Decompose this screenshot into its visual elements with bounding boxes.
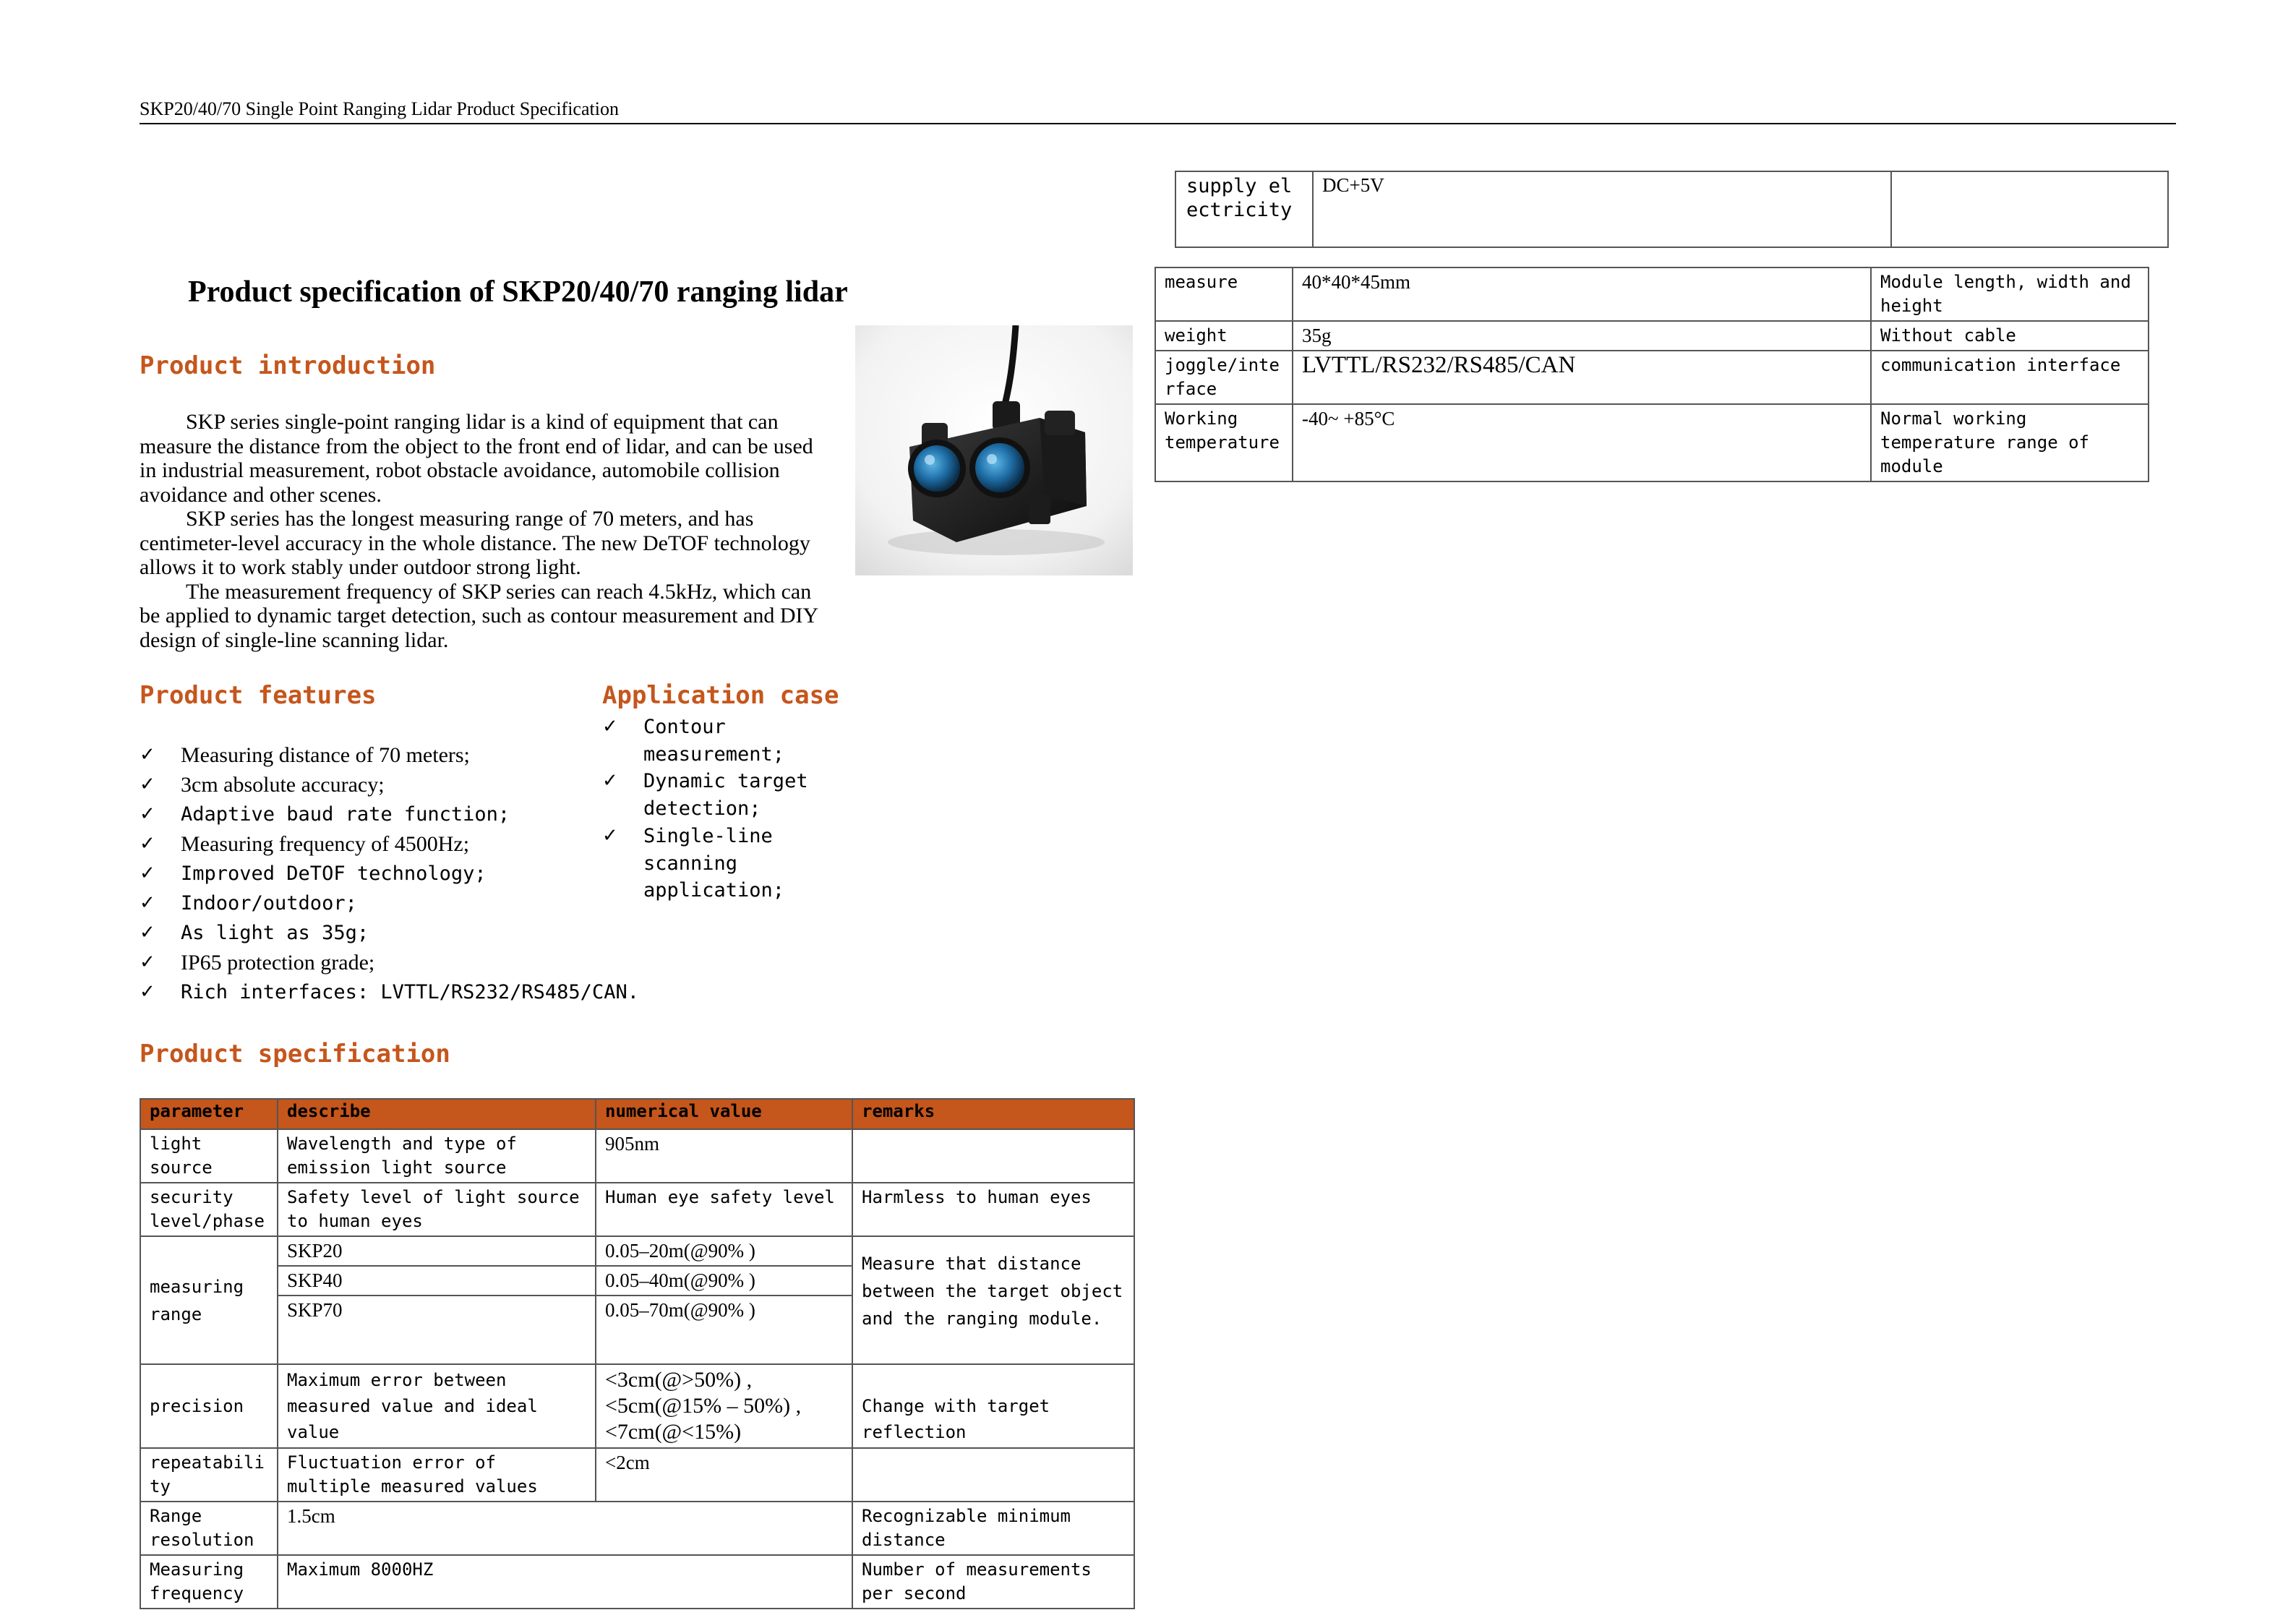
checkmark-icon: ✓ xyxy=(140,892,155,914)
checkmark-icon: ✓ xyxy=(140,951,155,973)
applications-heading: Application case xyxy=(602,681,839,710)
remarks-cell: Harmless to human eyes xyxy=(852,1183,1134,1236)
applications-box xyxy=(602,714,841,912)
parameter-cell: Range resolution xyxy=(140,1502,278,1555)
feature-item: ✓ 3cm absolute accuracy; xyxy=(140,770,689,800)
parameter-cell: repeatability xyxy=(140,1448,278,1502)
running-header: SKP20/40/70 Single Point Ranging Lidar Product Specification xyxy=(140,98,619,119)
value-cell: 905nm xyxy=(596,1129,852,1183)
mechanical-table xyxy=(1155,267,2149,482)
parameter-cell: Measuring frequency xyxy=(140,1555,278,1609)
table-row xyxy=(140,1448,1134,1502)
precision-value: <7cm(@<15%) xyxy=(605,1420,742,1444)
checkmark-icon: ✓ xyxy=(140,744,155,766)
checkmark-icon: ✓ xyxy=(140,803,155,825)
table-row xyxy=(140,1502,1134,1555)
features-heading: Product features xyxy=(140,681,377,710)
checkmark-icon: ✓ xyxy=(602,770,618,792)
parameter-cell: joggle/interface xyxy=(1155,351,1293,404)
value-cell: Human eye safety level xyxy=(596,1183,852,1236)
checkmark-icon: ✓ xyxy=(140,833,155,855)
column-header: parameter xyxy=(140,1099,278,1129)
remarks-cell: Change with target reflection xyxy=(852,1364,1134,1448)
parameter-cell: measure xyxy=(1155,267,1293,321)
remarks-cell xyxy=(852,1448,1134,1502)
checkmark-icon: ✓ xyxy=(140,862,155,884)
remarks-cell: Module length, width and height xyxy=(1871,267,2149,321)
column-header: numerical value xyxy=(596,1099,852,1129)
supply-table xyxy=(1175,171,2169,248)
value-cell: Maximum 8000HZ xyxy=(278,1555,852,1609)
feature-item: ✓ IP65 protection grade; xyxy=(140,948,689,977)
remarks-cell: Normal working temperature range of module xyxy=(1871,404,2149,481)
parameter-cell: light source xyxy=(140,1129,278,1183)
table-row xyxy=(140,1129,1134,1183)
model-cell: SKP40 xyxy=(278,1266,596,1296)
value-cell: 1.5cm xyxy=(278,1502,852,1555)
table-row xyxy=(140,1183,1134,1236)
describe-cell: Maximum error between measured value and ideal value xyxy=(278,1364,596,1448)
checkmark-icon: ✓ xyxy=(140,774,155,795)
describe-cell: Safety level of light source to human eyes xyxy=(278,1183,596,1236)
feature-item: ✓ Measuring distance of 70 meters; xyxy=(140,740,689,770)
value-cell: 0.05–70m(@90% ) xyxy=(596,1296,852,1324)
parameter-cell: Working temperature xyxy=(1155,404,1293,481)
table-row xyxy=(140,1364,1134,1448)
intro-paragraph: The measurement frequency of SKP series can reach 4.5kHz, which can be applied to dynamic target detection, such as contour measurement and DIY design of single-line scanning lidar. xyxy=(140,579,818,652)
empty-cell xyxy=(596,1324,852,1364)
parameter-cell: weight xyxy=(1155,321,1293,351)
feature-item: ✓ Adaptive baud rate function; xyxy=(140,800,689,829)
applications-list xyxy=(602,714,841,904)
lidar-product-photo xyxy=(855,325,1133,575)
remarks-cell xyxy=(852,1129,1134,1183)
remarks-cell: Without cable xyxy=(1871,321,2149,351)
remarks-cell: Measure that distance between the target object and the ranging module. xyxy=(852,1236,1134,1364)
value-cell: DC+5V xyxy=(1313,171,1891,247)
describe-cell: Wavelength and type of emission light source xyxy=(278,1129,596,1183)
specification-table xyxy=(140,1098,1135,1609)
intro-heading: Product introduction xyxy=(140,351,436,380)
feature-item: ✓ As light as 35g; xyxy=(140,918,689,948)
describe-cell: Fluctuation error of multiple measured values xyxy=(278,1448,596,1502)
empty-cell xyxy=(278,1324,596,1364)
document-title: Product specification of SKP20/40/70 ranging lidar xyxy=(188,275,848,309)
parameter-cell: measuring range xyxy=(140,1236,278,1364)
application-item: ✓ Single-line scanning application; xyxy=(602,823,841,904)
feature-item: ✓ Measuring frequency of 4500Hz; xyxy=(140,829,689,859)
checkmark-icon: ✓ xyxy=(602,824,618,847)
feature-item: ✓ Rich interfaces: LVTTL/RS232/RS485/CAN. xyxy=(140,977,689,1007)
value-cell: 40*40*45mm xyxy=(1293,267,1871,321)
intro-text xyxy=(140,410,826,652)
checkmark-icon: ✓ xyxy=(140,981,155,1003)
precision-value: <3cm(@>50%) , xyxy=(605,1368,753,1392)
table-row xyxy=(1175,171,2168,247)
feature-item: ✓ Indoor/outdoor; xyxy=(140,888,689,918)
application-item: ✓ Contour measurement; xyxy=(602,714,841,768)
model-cell: SKP20 xyxy=(278,1236,596,1266)
value-cell: -40~ +85°C xyxy=(1293,404,1871,481)
parameter-cell: security level/phase xyxy=(140,1183,278,1236)
value-cell: <2cm xyxy=(596,1448,852,1502)
checkmark-icon: ✓ xyxy=(602,716,618,737)
precision-value: <5cm(@15% – 50%) , xyxy=(605,1394,802,1418)
feature-item: ✓ Improved DeTOF technology; xyxy=(140,859,689,888)
table-header-row xyxy=(140,1099,1134,1129)
value-cell xyxy=(596,1364,852,1448)
intro-paragraph: SKP series single-point ranging lidar is a kind of equipment that can measure the distance from the object to the front end of lidar, and can be used in industrial measurement, robot obstacle avoidance, automobile collision avoidance and other scenes. xyxy=(140,410,813,507)
table-row xyxy=(1155,351,2149,404)
application-item: ✓ Dynamic target detection; xyxy=(602,768,841,822)
table-row xyxy=(1155,404,2149,481)
specification-heading: Product specification xyxy=(140,1040,450,1069)
table-row xyxy=(140,1236,1134,1266)
header-rule xyxy=(140,123,2176,124)
table-row xyxy=(140,1555,1134,1609)
column-header: describe xyxy=(278,1099,596,1129)
column-header: remarks xyxy=(852,1099,1134,1129)
model-cell: SKP70 xyxy=(278,1296,596,1324)
checkmark-icon: ✓ xyxy=(140,922,155,943)
parameter-cell: precision xyxy=(140,1364,278,1448)
remarks-cell: communication interface xyxy=(1871,351,2149,404)
value-cell: 0.05–20m(@90% ) xyxy=(596,1236,852,1266)
value-cell: 35g xyxy=(1293,321,1871,351)
value-cell: LVTTL/RS232/RS485/CAN xyxy=(1293,351,1871,404)
table-row xyxy=(1155,267,2149,321)
remarks-cell: Number of measurements per second xyxy=(852,1555,1134,1609)
parameter-cell: supply electricity xyxy=(1175,171,1313,247)
value-cell: 0.05–40m(@90% ) xyxy=(596,1266,852,1296)
remarks-cell xyxy=(1891,171,2168,247)
remarks-cell: Recognizable minimum distance xyxy=(852,1502,1134,1555)
intro-paragraph: SKP series has the longest measuring range of 70 meters, and has centimeter-level accuracy in the whole distance. The new DeTOF technology allows it to work stably under outdoor strong light. xyxy=(140,507,810,579)
table-row xyxy=(1155,321,2149,351)
